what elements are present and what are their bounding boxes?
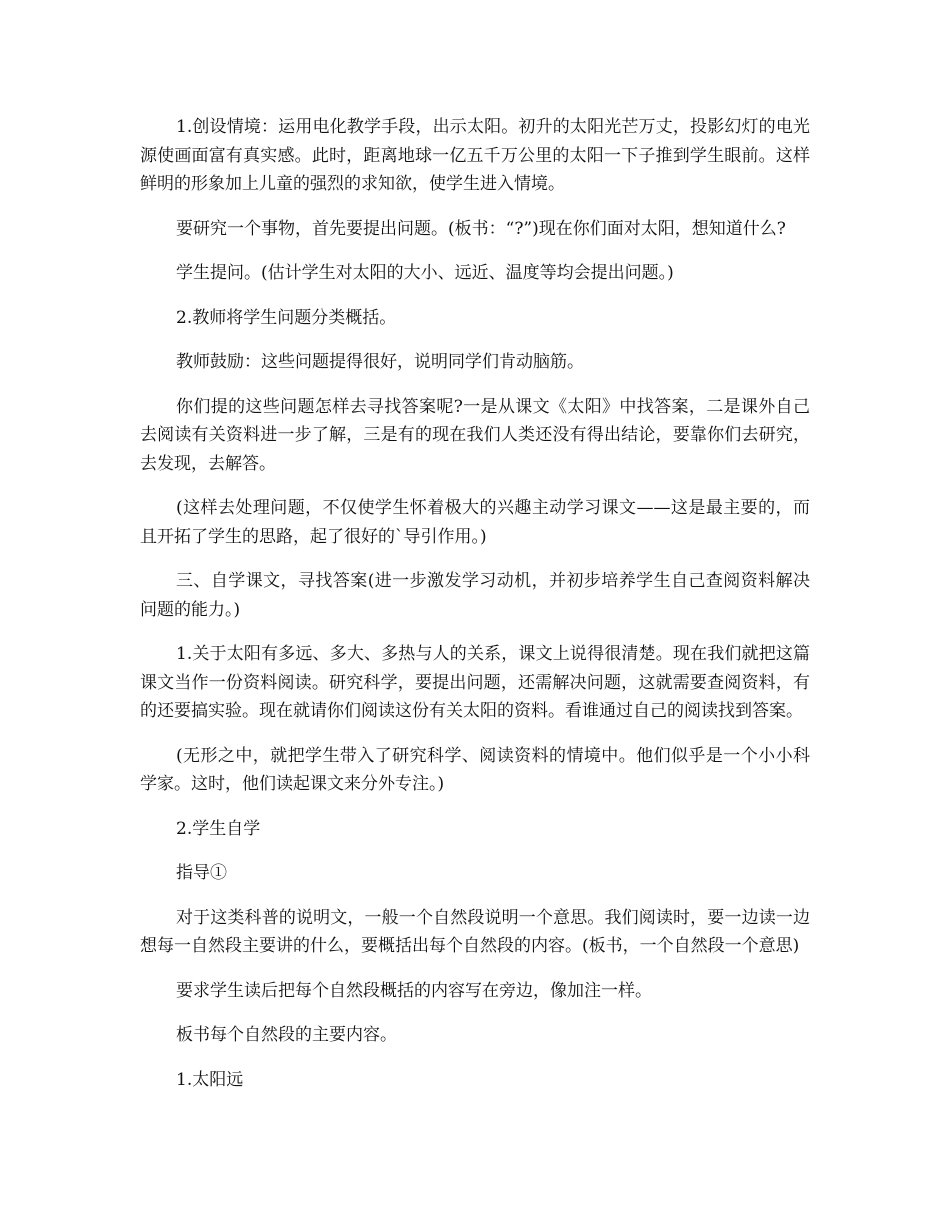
paragraph-10: (无形之中，就把学生带入了研究科学、阅读资料的情境中。他们似乎是一个小小科学家。这时，他们读起课文来分外专注。): [140, 745, 810, 794]
paragraph-12: 指导①: [176, 863, 227, 883]
paragraph-1: 1.创设情境：运用电化教学手段，出示太阳。初升的太阳光芒万丈，投影幻灯的电光源使画面富有真实感。此时，距离地球一亿五千万公里的太阳一下子推到学生眼前。这样鲜明的形象加上儿童的强烈的求知欲，使学生进入情境。: [140, 117, 810, 194]
paragraph-9: 1.关于太阳有多远、多大、多热与人的关系，课文上说得很清楚。现在我们就把这篇课文当作一份资料阅读。研究科学，要提出问题，还需解决问题，这就需要查阅资料，有的还要搞实验。现在就请你们阅读这份有关太阳的资料。看谁通过自己的阅读找到答案。: [140, 644, 810, 721]
paragraph-5: 教师鼓励：这些问题提得很好，说明同学们肯动脑筋。: [176, 352, 584, 372]
paragraph-16: 1.太阳远: [176, 1069, 244, 1090]
paragraph-2: 要研究一个事物，首先要提出问题。(板书：“?”)现在你们面对太阳，想知道什么?: [176, 218, 786, 239]
document-body: [140, 113, 810, 1110]
paragraph-7: (这样去处理问题，不仅使学生怀着极大的兴趣主动学习课文——这是最主要的，而且开拓了学生的思路，起了很好的`导引作用。): [140, 498, 810, 547]
paragraph-4: 2.教师将学生问题分类概括。: [176, 307, 397, 328]
paragraph-3: 学生提问。(估计学生对太阳的大小、远近、温度等均会提出问题。): [176, 263, 674, 283]
paragraph-13: 对于这类科普的说明文，一般一个自然段说明一个意思。我们阅读时，要一边读一边想每一自然段主要讲的什么，要概括出每个自然段的内容。(板书，一个自然段一个意思): [140, 907, 810, 956]
paragraph-8: 三、自学课文，寻找答案(进一步激发学习动机，并初步培养学生自己查阅资料解决问题的能力。): [140, 571, 810, 620]
paragraph-6: 你们提的这些问题怎样去寻找答案呢?一是从课文《太阳》中找答案，二是课外自己去阅读有关资料进一步了解，三是有的现在我们人类还没有得出结论，要靠你们去研究，去发现，去解答。: [140, 396, 810, 474]
paragraph-15: 板书每个自然段的主要内容。: [176, 1025, 397, 1045]
paragraph-14: 要求学生读后把每个自然段概括的内容写在旁边，像加注一样。: [176, 980, 652, 1001]
paragraph-11: 2.学生自学: [176, 818, 261, 839]
